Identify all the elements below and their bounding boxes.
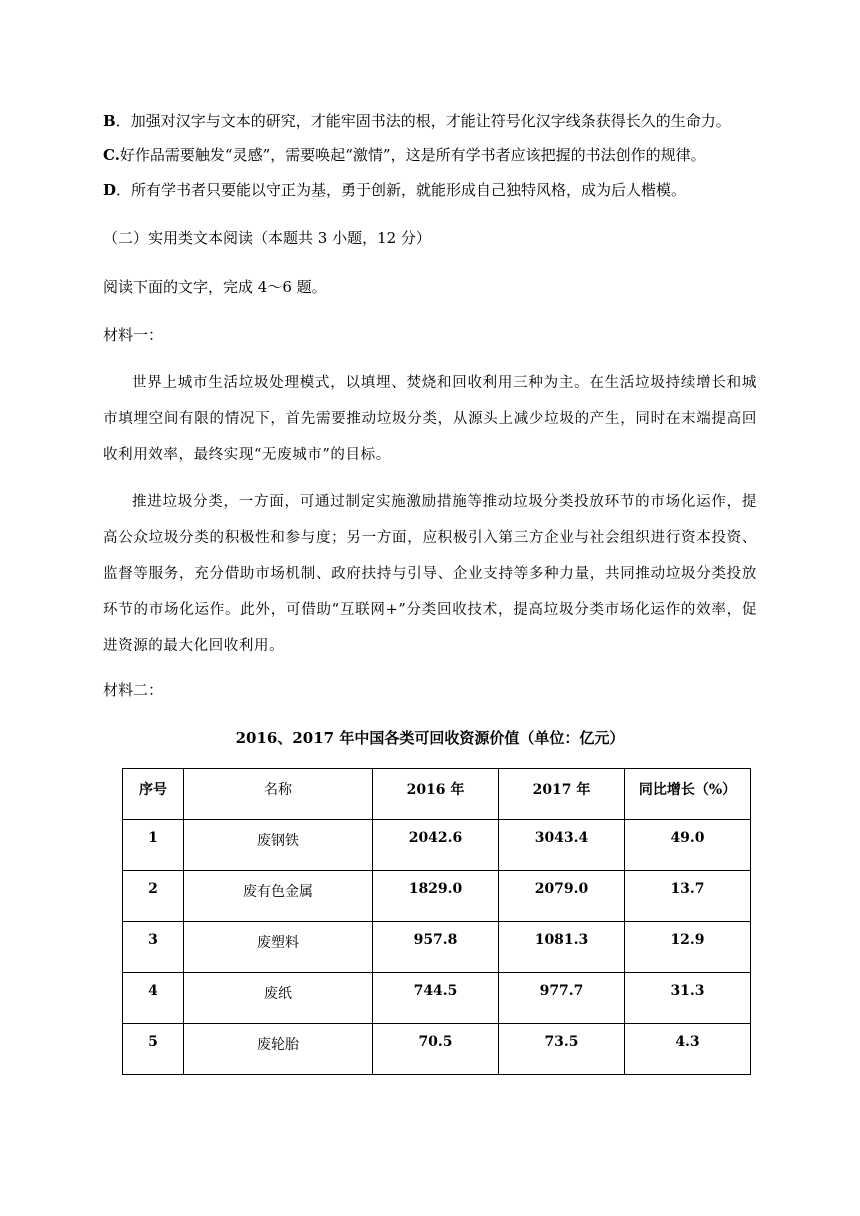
cell-2016: 2042.6 [373, 820, 499, 871]
cell-name: 废纸 [184, 973, 373, 1024]
resource-value-table [122, 768, 751, 1075]
cell-name: 废有色金属 [184, 871, 373, 922]
option-b-text: 加强对汉字与文本的研究，才能牢固书法的根，才能让符号化汉字线条获得长久的生命力。 [130, 112, 731, 130]
table-row [123, 922, 751, 973]
cell-index: 5 [123, 1024, 184, 1075]
cell-2016: 744.5 [373, 973, 499, 1024]
table-row [123, 1024, 751, 1075]
cell-2017: 73.5 [499, 1024, 625, 1075]
table-row [123, 820, 751, 871]
cell-index: 3 [123, 922, 184, 973]
cell-growth: 49.0 [625, 820, 751, 871]
cell-2017: 2079.0 [499, 871, 625, 922]
option-d-letter: D [103, 181, 117, 199]
option-c-letter: C [103, 146, 115, 164]
option-b-letter: B [103, 112, 116, 130]
table-row [123, 871, 751, 922]
header-2016: 2016 年 [373, 769, 499, 820]
table-row [123, 973, 751, 1024]
header-growth: 同比增长（%） [625, 769, 751, 820]
option-d [103, 180, 686, 200]
table-header-row [123, 769, 751, 820]
cell-2017: 977.7 [499, 973, 625, 1024]
cell-2016: 957.8 [373, 922, 499, 973]
cell-2016: 70.5 [373, 1024, 499, 1075]
material2-label: 材料二： [103, 681, 164, 699]
header-2017: 2017 年 [499, 769, 625, 820]
option-c-text: 好作品需要触发“灵感”，需要唤起“激情”，这是所有学书者应该把握的书法创作的规律。 [119, 146, 706, 164]
option-b [103, 111, 731, 131]
cell-2017: 1081.3 [499, 922, 625, 973]
cell-growth: 13.7 [625, 871, 751, 922]
option-d-separator: ． [116, 181, 132, 199]
cell-growth: 4.3 [625, 1024, 751, 1075]
cell-index: 1 [123, 820, 184, 871]
option-c-separator: . [114, 146, 120, 164]
cell-growth: 31.3 [625, 973, 751, 1024]
header-index: 序号 [123, 769, 184, 820]
cell-index: 4 [123, 973, 184, 1024]
table-title: 2016、2017 年中国各类可回收资源价值（单位：亿元） [235, 729, 625, 747]
cell-name: 废钢铁 [184, 820, 373, 871]
header-name: 名称 [184, 769, 373, 820]
cell-growth: 12.9 [625, 922, 751, 973]
cell-2016: 1829.0 [373, 871, 499, 922]
cell-name: 废轮胎 [184, 1024, 373, 1075]
option-d-text: 所有学书者只要能以守正为基，勇于创新，就能形成自己独特风格，成为后人楷模。 [131, 181, 687, 199]
instruction: 阅读下面的文字，完成 4～6 题。 [103, 278, 327, 296]
option-b-separator: ． [115, 112, 131, 130]
material1-paragraph-1: 世界上城市生活垃圾处理模式，以填埋、焚烧和回收利用三种为主。在生活垃圾持续增长和城市填埋空间有限的情况下，首先需要推动垃圾分类，从源头上减少垃圾的产生，同时在末端提高回收利用效率，最终实现“无废城市”的目标。 [103, 375, 757, 463]
material1-label: 材料一： [103, 326, 164, 344]
cell-index: 2 [123, 871, 184, 922]
section-heading: （二）实用类文本阅读（本题共 3 小题，12 分） [103, 229, 431, 247]
material1-paragraph-2: 推进垃圾分类，一方面，可通过制定实施激励措施等推动垃圾分类投放环节的市场化运作，提高公众垃圾分类的积极性和参与度；另一方面，应积极引入第三方企业与社会组织进行资本投资、监督等服务，充分借助市场机制、政府扶持与引导、企业支持等多种力量，共同推动垃圾分类投放环节的市场化运作。此外，可借助“互联网+”分类回收技术，提高垃圾分类市场化运作的效率，促进资源的最大化回收利用。 [103, 494, 757, 654]
cell-2017: 3043.4 [499, 820, 625, 871]
option-c [103, 145, 706, 165]
cell-name: 废塑料 [184, 922, 373, 973]
